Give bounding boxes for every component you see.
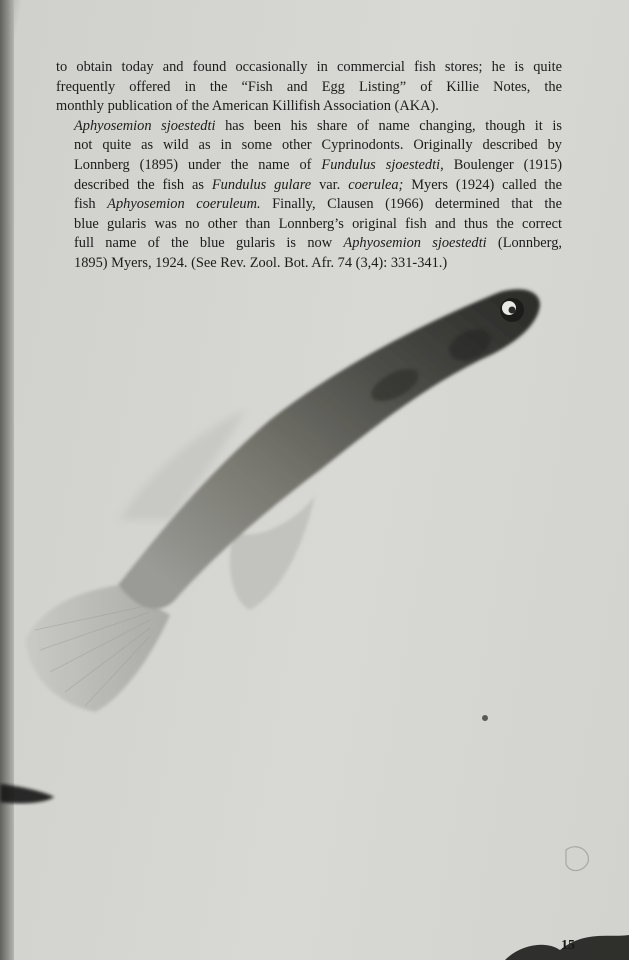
species-name: Aphyosemion coeruleum. bbox=[107, 196, 261, 213]
species-name: Aphyosemion sjoestedti bbox=[343, 235, 487, 252]
text-line: blue gularis was no other than Lonnberg’s original fish and thus the correct bbox=[74, 215, 562, 232]
text-line: monthly publication of the American Killifish Association (AKA). bbox=[56, 98, 439, 115]
text-run: Myers (1924) called the bbox=[403, 176, 562, 193]
species-name: Aphyosemion sjoestedti bbox=[74, 117, 216, 134]
speck bbox=[566, 847, 588, 871]
text-run: fish bbox=[74, 196, 108, 213]
page-number: 15 bbox=[561, 938, 575, 953]
species-name: Fundulus sjoestedti bbox=[321, 156, 441, 173]
text-run: described the fish as bbox=[74, 176, 212, 193]
text-run: Finally, Clausen (1966) determined that the bbox=[260, 196, 563, 213]
text-line: to obtain today and found occasionally in commercial fish stores; he is quite bbox=[56, 59, 562, 75]
species-name: coerulea; bbox=[348, 176, 404, 193]
text-line: not quite as wild as in some other Cyprinodonts. Originally described by bbox=[74, 137, 562, 154]
text-run: (Lonnberg, bbox=[486, 235, 562, 252]
text-line: 1895) Myers, 1924. (See Rev. Zool. Bot. Afr. 74 (3,4): 331-341.) bbox=[74, 254, 448, 271]
species-name: Fundulus gulare bbox=[211, 176, 312, 193]
text-run: , Boulenger (1915) bbox=[440, 156, 562, 173]
margin-mark bbox=[0, 784, 54, 803]
text-run: full name of the blue gularis is now bbox=[74, 235, 344, 252]
text-run: has been his share of name changing, though it is bbox=[215, 117, 562, 134]
text-run: Lonnberg (1895) under the name of bbox=[74, 156, 322, 173]
eye-pupil bbox=[509, 307, 516, 314]
text-line: frequently offered in the “Fish and Egg Listing” of Killie Notes, the bbox=[56, 78, 562, 95]
text-run: var. bbox=[311, 176, 349, 193]
speck bbox=[482, 715, 488, 721]
